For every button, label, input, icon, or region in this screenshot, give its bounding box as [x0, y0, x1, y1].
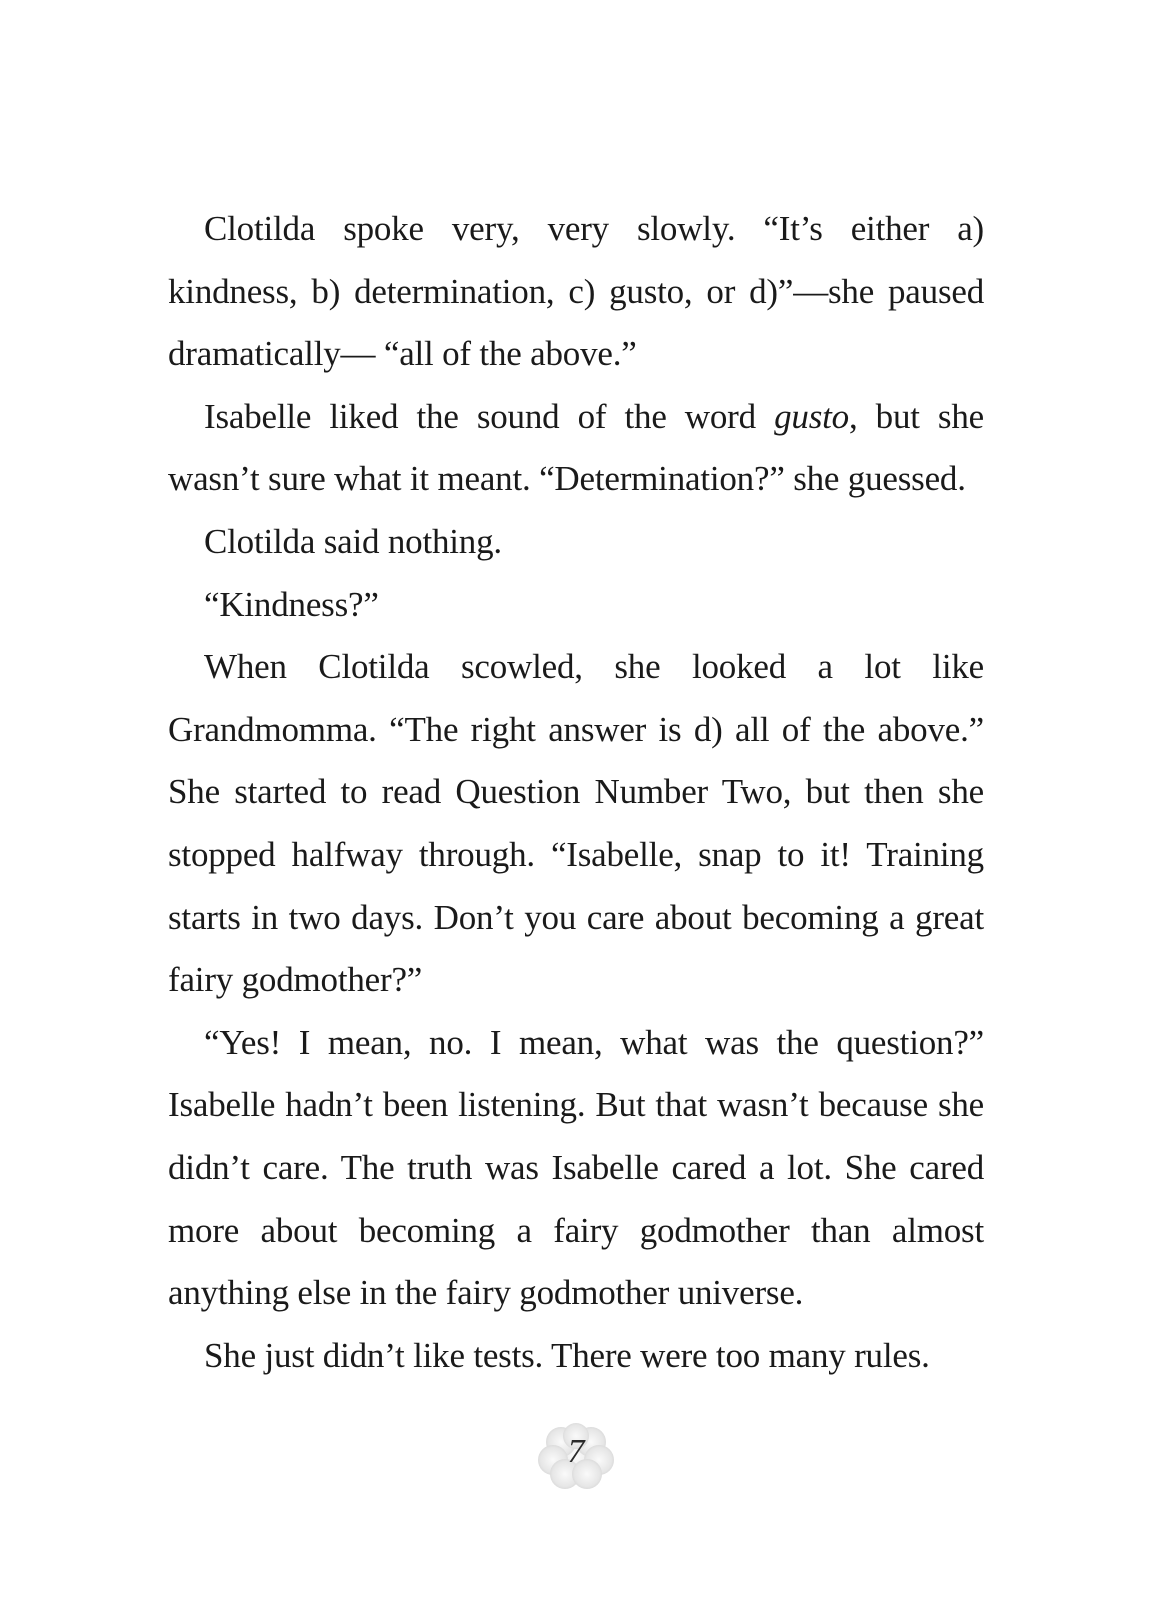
paragraph-1-text: Clotilda spoke very, very slowly. “It’s either a) kindness, b) determination, c) gusto, or d)”—she paused dramatically— “all of the above.”	[168, 209, 984, 374]
paragraph-7	[168, 1325, 984, 1388]
paragraph-3-text: Clotilda said nothing.	[204, 521, 502, 561]
paragraph-6	[168, 1012, 984, 1325]
paragraph-7-text: She just didn’t like tests. There were too many rules.	[204, 1335, 930, 1375]
paragraph-3	[168, 511, 984, 574]
page-number: 7	[567, 1433, 585, 1470]
page-number-badge	[533, 1420, 619, 1492]
paragraph-2-text-b: , but she wasn’t sure what it meant. “Determination?” she guessed.	[168, 396, 984, 499]
paragraph-4-text: “Kindness?”	[204, 584, 379, 624]
italic-word-gusto: gusto	[774, 396, 849, 436]
body-text	[168, 198, 984, 1387]
paragraph-2	[168, 386, 984, 511]
paragraph-2-text-a: Isabelle liked the sound of the word	[204, 396, 775, 436]
paragraph-1	[168, 198, 984, 386]
paragraph-6-text: “Yes! I mean, no. I mean, what was the question?” Isabelle hadn’t been listening. But that wasn’t because she didn’t care. The truth was Isabelle cared a lot. She cared more about becoming a fairy godmother than almost anything else in the fairy godmother universe.	[168, 1022, 984, 1313]
paragraph-4	[168, 574, 984, 637]
paragraph-5	[168, 636, 984, 1012]
paragraph-5-text: When Clotilda scowled, she looked a lot like Grandmomma. “The right answer is d) all of the above.” She started to read Question Number Two, but then she stopped halfway through. “Isabelle, snap to it! Training starts in two days. Don’t you care about becoming a great fairy godmother?”	[168, 647, 984, 1000]
